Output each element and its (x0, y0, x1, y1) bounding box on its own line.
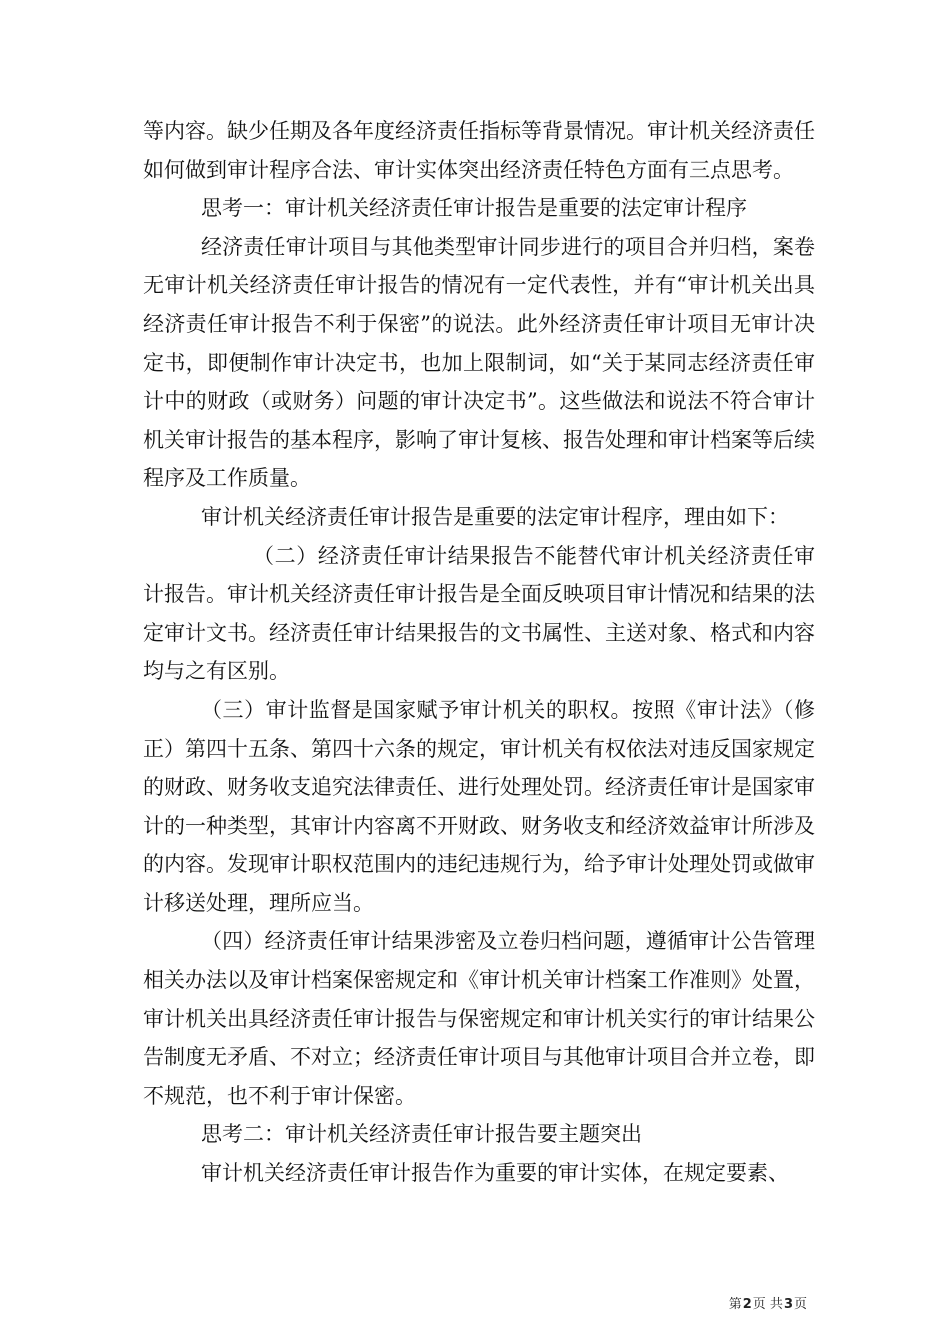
paragraph-reason-two: （二）经济责任审计结果报告不能替代审计机关经济责任审计报告。审计机关经济责任审计报告是全面反映项目审计情况和结果的法定审计文书。经济责任审计结果报告的文书属性、主送对象、格式和内容均与之有区别。 (143, 543, 815, 684)
current-page-number: 2 (742, 1297, 752, 1312)
total-pages-number: 3 (783, 1297, 793, 1312)
heading-thought-two: 思考二：审计机关经济责任审计报告要主题突出 (201, 1122, 642, 1147)
footer-prefix: 第 (728, 1297, 742, 1312)
paragraph-intro-continuation: 等内容。缺少任期及各年度经济责任指标等背景情况。审计机关经济责任如何做到审计程序合法、审计实体突出经济责任特色方面有三点思考。 (143, 119, 815, 182)
paragraph-reason-four: （四）经济责任审计结果涉密及立卷归档问题，遵循审计公告管理相关办法以及审计档案保密规定和《审计机关审计档案工作准则》处置，审计机关出具经济责任审计报告与保密规定和审计机关实行的审计结果公告制度无矛盾、不对立；经济责任审计项目与其他审计项目合并立卷，即不规范，也不利于审计保密。 (143, 929, 815, 1108)
footer-suffix: 页 (793, 1297, 807, 1312)
page-number-footer (729, 1297, 807, 1313)
paragraph-archiving-practice: 经济责任审计项目与其他类型审计同步进行的项目合并归档，案卷无审计机关经济责任审计报告的情况有一定代表性，并有“审计机关出具经济责任审计报告不利于保密”的说法。此外经济责任审计项目无审计决定书，即便制作审计决定书，也加上限制词，如“关于某同志经济责任审计中的财政（或财务）问题的审计决定书”。这些做法和说法不符合审计机关审计报告的基本程序，影响了审计复核、报告处理和审计档案等后续程序及工作质量。 (143, 234, 815, 491)
paragraph-reason-three: （三）审计监督是国家赋予审计机关的职权。按照《审计法》（修正）第四十五条、第四十六条的规定，审计机关有权依法对违反国家规定的财政、财务收支追究法律责任、进行处理处罚。经济责任审计是国家审计的一种类型，其审计内容离不开财政、财务收支和经济效益审计所涉及的内容。发现审计职权范围内的违纪违规行为，给予审计处理处罚或做审计移送处理，理所应当。 (143, 697, 815, 915)
footer-middle: 页 共 (752, 1297, 783, 1312)
heading-thought-one: 思考一：审计机关经济责任审计报告是重要的法定审计程序 (201, 196, 747, 221)
document-body (143, 112, 815, 1193)
paragraph-reasons-intro: 审计机关经济责任审计报告是重要的法定审计程序，理由如下： (201, 504, 789, 529)
paragraph-thought-two-body: 审计机关经济责任审计报告作为重要的审计实体，在规定要素、 (201, 1161, 789, 1186)
